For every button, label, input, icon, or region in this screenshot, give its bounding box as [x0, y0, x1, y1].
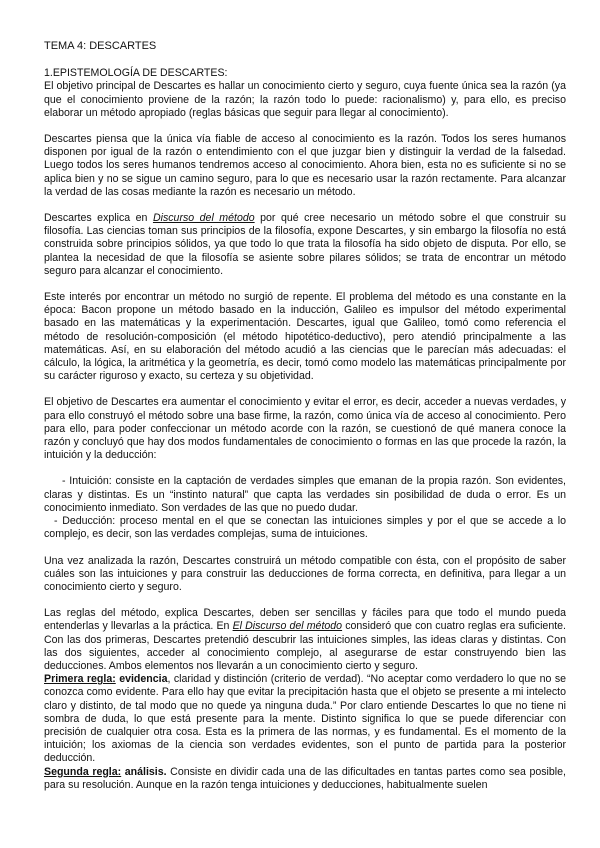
- rule-1: [44, 673, 566, 765]
- paragraph-7: [44, 607, 566, 673]
- paragraph-4: Este interés por encontrar un método no surgió de repente. El problema del método es una constante en la época: Bacon propone un método basado en la inducción, Galileo es impulsor del método experimental basado en las matemáticas y la experimentación. Descartes, igual que Galileo, tomó como referencia el método de resolución-composición (el método hipotético-deductivo), pero atendió principalmente a las matemáticas. Así, en su elaboración del método acudió a las ciencias que le parecían más adecuadas: el cálculo, la lógica, la aritmética y la geometría, es decir, tomó como modelo las matemáticas principalmente por su carácter riguroso y exacto, su certeza y su objetividad.: [44, 291, 566, 383]
- paragraph-7-part-a: Las reglas del método, explica Descartes, deben ser sencillas y fáciles para que todo el mundo pueda entenderlas y llevarlas a la práctica. En: [44, 607, 566, 633]
- rule-1-text: , claridad y distinción (criterio de verdad). “No aceptar como verdadero lo que no se conozca como evidente. Para ello hay que evitar la precipitación hasta que el objeto se presente a mi intelecto claro y distinto, de tal modo que no quede ya ninguna duda.” Por claro entiende Descartes lo que no tiene ni sombra de duda, lo que está presente para la mente. Distinto significa lo que se puede diferenciar con precisión de cualquier otra cosa. Esta es la primera de las normas, y es fundamental. Es el momento de la intuición; los axiomas de la ciencia son verdades evidentes, son el punto de partida para la posterior deducción.: [44, 673, 567, 765]
- paragraph-3-part-a: Descartes explica en: [44, 212, 153, 225]
- rule-2-label: Segunda regla:: [44, 765, 122, 778]
- rule-2: [44, 766, 566, 792]
- book-title-discurso: Discurso del método: [152, 212, 255, 225]
- rule-2-name: análisis.: [121, 765, 167, 778]
- paragraph-1: El objetivo principal de Descartes es hallar un conocimiento cierto y seguro, cuya fuente única sea la razón (ya que el conocimiento proviene de la razón; la razón todo lo puede: racionalismo) y, para ello, es preciso elaborar un método apropiado (reglas básicas que seguir para llegar al conocimiento).: [44, 80, 566, 119]
- paragraph-6: Una vez analizada la razón, Descartes construirá un método compatible con ésta, con el propósito de saber cuáles son las intuiciones y para construir las deducciones de forma correcta, en definitiva, para llegar a un conocimiento cierto y seguro.: [44, 554, 566, 593]
- document-title: TEMA 4: DESCARTES: [44, 40, 157, 52]
- paragraph-2: Descartes piensa que la única vía fiable de acceso al conocimiento es la razón. Todos los seres humanos disponen por igual de la razón o entendimiento con el que juzgar bien y distinguir la verdad de la falsedad. Luego todos los seres humanos tendremos acceso al conocimiento. Ahora bien, esta no es suficiente si no se aplica bien y no se sigue un camino seguro, para lo que es necesario usar la razón rectamente. Para alcanzar la verdad de las cosas mediante la razón es necesario un método.: [44, 133, 566, 198]
- document-page: [44, 40, 566, 792]
- bullet-intuicion: - Intuición: consiste en la captación de verdades simples que emanan de la propia razón. Son evidentes, claras y distintas. Es un “instinto natural” que capta las verdades sin posibilidad de duda o error. Es un conocimiento inmediato. Son verdades de las que no puedo dudar.: [44, 475, 566, 514]
- rule-1-label: Primera regla:: [44, 673, 116, 686]
- rule-1-name: evidencia: [115, 673, 168, 686]
- paragraph-5: El objetivo de Descartes era aumentar el conocimiento y evitar el error, es decir, acceder a nuevas verdades, y para ello construyó el método sobre una base firme, la razón, como única vía de acceso al conocimiento. Pero para ello, para poder confeccionar un método acorde con la razón, se cuestionó de qué manera conoce la razón y concluyó que hay dos modos fundamentales de conocimiento o formas en las que procede la razón, la intuición y la deducción:: [44, 396, 566, 462]
- book-title-el-discurso: El Discurso del método: [232, 620, 343, 633]
- section-heading: 1.EPISTEMOLOGÍA DE DESCARTES:: [44, 67, 228, 80]
- paragraph-7-part-b: consideró que con cuatro reglas era suficiente. Con las dos primeras, Descartes pretendió descubrir las intuiciones simples, las ideas claras y distintas. Con las dos siguientes, acceder al conocimiento complejo, al asegurarse de estar construyendo bien las deducciones. Ambos elementos nos llevarán a un conocimiento cierto y seguro.: [44, 620, 566, 672]
- rule-2-text: Consiste en dividir cada una de las dificultades en tantas partes como sea posible, para su resolución. Aunque en la razón tenga intuiciones y deducciones, habitualmente suelen: [44, 765, 566, 791]
- paragraph-3: [44, 212, 566, 278]
- bullet-deduccion: - Deducción: proceso mental en el que se conectan las intuiciones simples y por el que se accede a lo complejo, es decir, son las verdades complejas, suma de intuiciones.: [44, 515, 566, 541]
- paragraph-3-part-b: por qué cree necesario un método sobre el que construir su filosofía. Las ciencias toman sus principios de la filosofía, expone Descartes, y sin embargo la filosofía no está construida sobre principios sólidos, ya que todo lo que trata la filosofía ha sido objeto de disputa. Por ello, se plantea la necesidad de que la filosofía se asiente sobre pilares sólidos; se trata de encontrar un método seguro para alcanzar el conocimiento.: [44, 212, 566, 277]
